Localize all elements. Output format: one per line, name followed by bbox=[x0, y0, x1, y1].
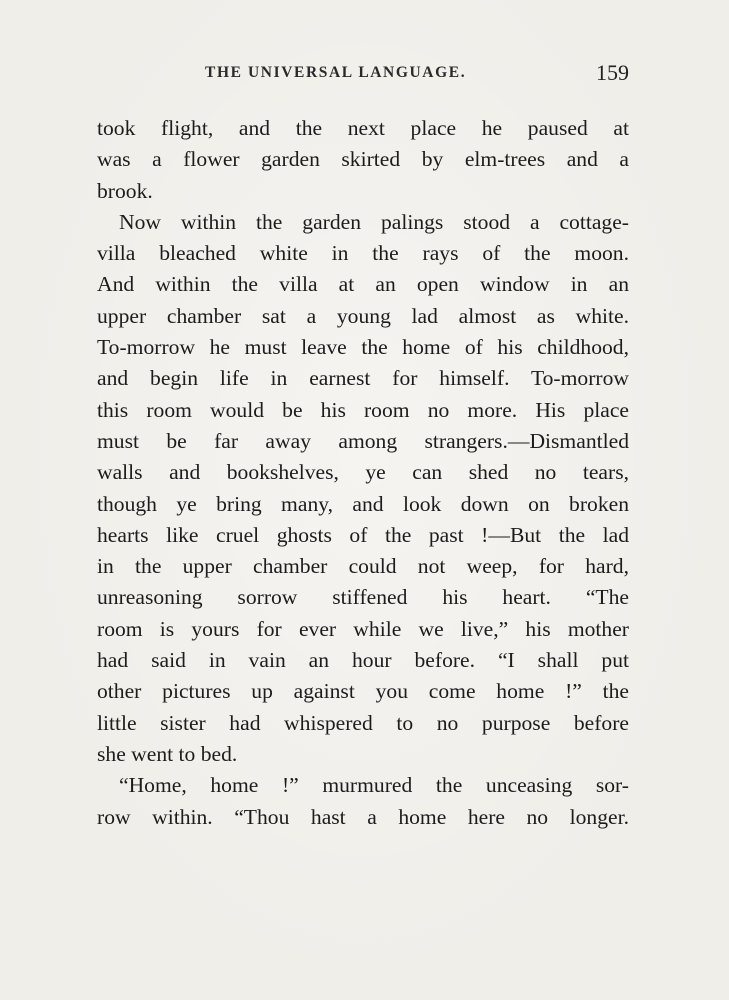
body-text bbox=[97, 113, 629, 833]
text-line: was a flower garden skirted by elm-trees and a bbox=[97, 147, 629, 172]
text-line: brook. bbox=[97, 178, 153, 203]
text-line: other pictures up against you come home !” the bbox=[97, 679, 629, 704]
text-line: this room would be his room no more. His place bbox=[97, 397, 629, 422]
text-line: unreasoning sorrow stiffened his heart. “The bbox=[97, 585, 629, 610]
running-header-title: THE UNIVERSAL LANGUAGE. bbox=[205, 64, 467, 81]
text-line: in the upper chamber could not weep, for hard, bbox=[97, 554, 629, 579]
text-line: took flight, and the next place he paused at bbox=[97, 116, 629, 140]
text-line: To-morrow he must leave the home of his childhood, bbox=[97, 335, 629, 360]
text-line: and begin life in earnest for himself. To-morrow bbox=[97, 366, 629, 391]
page-number: 159 bbox=[596, 60, 629, 85]
text-line: room is yours for ever while we live,” his mother bbox=[97, 616, 629, 641]
text-line: villa bleached white in the rays of the moon. bbox=[97, 241, 629, 266]
text-line: And within the villa at an open window in an bbox=[97, 272, 629, 297]
text-line: little sister had whispered to no purpose before bbox=[97, 710, 629, 735]
text-line: Now within the garden palings stood a cottage- bbox=[119, 209, 629, 234]
text-line: must be far away among strangers.—Dismantled bbox=[97, 428, 629, 453]
text-line: walls and bookshelves, ye can shed no tears, bbox=[97, 460, 629, 485]
text-line: though ye bring many, and look down on broken bbox=[97, 491, 629, 516]
text-line: “Home, home !” murmured the unceasing sor- bbox=[119, 773, 629, 798]
text-line: row within. “Thou hast a home here no longer. bbox=[97, 804, 629, 829]
text-line: had said in vain an hour before. “I shall put bbox=[97, 648, 629, 673]
text-line: upper chamber sat a young lad almost as white. bbox=[97, 303, 629, 328]
text-line: hearts like cruel ghosts of the past !—But the lad bbox=[97, 522, 629, 547]
text-line: she went to bed. bbox=[97, 741, 238, 766]
